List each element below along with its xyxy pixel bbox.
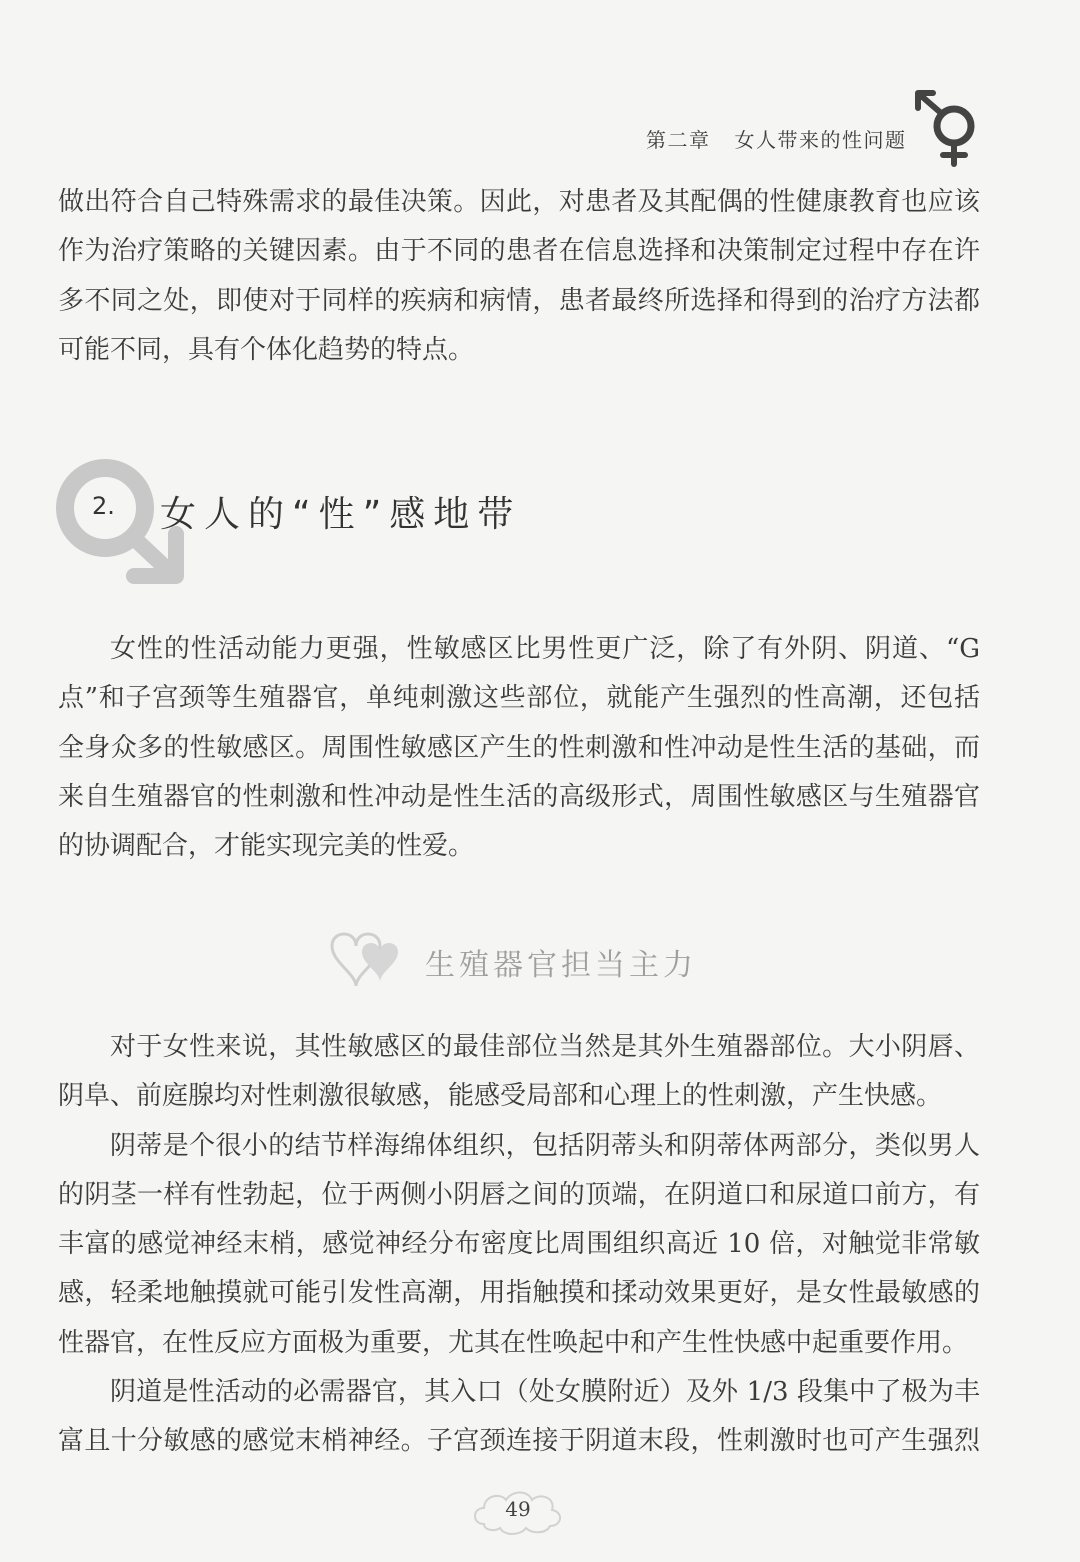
paragraph-line: 作为治疗策略的关键因素。由于不同的患者在信息选择和决策制定过程中存在许 [58,236,980,267]
body-text [58,1023,980,1467]
paragraph-line: 点”和子宫颈等生殖器官，单纯刺激这些部位，就能产生强烈的性高潮，还包括 [58,683,980,714]
paragraph-line: 的阴茎一样有性勃起，位于两侧小阴唇之间的顶端，在阴道口和尿道口前方，有 [58,1179,980,1210]
running-header [646,124,907,153]
body-paragraph [58,1122,980,1368]
body-paragraph [58,1368,980,1467]
paragraph-line: 丰富的感觉神经末梢，感觉神经分布密度比周围组织高近 10 倍，对触觉非常敏 [58,1229,980,1260]
paragraph-line: 对于女性来说，其性敏感区的最佳部位当然是其外生殖器部位。大小阴唇、 [110,1032,980,1062]
paragraph-line: 女性的性活动能力更强，性敏感区比男性更广泛，除了有外阴、阴道、“G [110,634,980,664]
body-paragraph [58,1023,980,1122]
paragraph-line: 富且十分敏感的感觉末梢神经。子宫颈连接于阴道末段，性刺激时也可产生强烈 [58,1426,980,1457]
paragraph-line: 全身众多的性敏感区。周围性敏感区产生的性刺激和性冲动是性生活的基础，而 [58,732,980,763]
paragraph-line: 做出符合自己特殊需求的最佳决策。因此，对患者及其配偶的性健康教育也应该 [58,187,980,217]
intro-paragraph [58,178,980,375]
paragraph-line: 可能不同，具有个体化趋势的特点。 [58,334,475,365]
paragraph-line: 性器官，在性反应方面极为重要，尤其在性唤起中和产生性快感中起重要作用。 [58,1327,969,1358]
paragraph-line: 感，轻柔地触摸就可能引发性高潮，用指触摸和揉动效果更好，是女性最敏感的 [58,1278,980,1309]
paragraph-line: 阴蒂是个很小的结节样海绵体组织，包括阴蒂头和阴蒂体两部分，类似男人 [110,1130,980,1161]
chapter-title: 女人带来的性问题 [734,128,907,152]
section-number: 2. [92,492,115,520]
paragraph-line: 来自生殖器官的性刺激和性冲动是性生活的高级形式，周围性敏感区与生殖器官 [58,781,980,812]
paragraph-line: 阴阜、前庭腺均对性刺激很敏感，能感受局部和心理上的性刺激，产生快感。 [58,1081,943,1112]
paragraph-line: 的协调配合，才能实现完美的性爱。 [58,831,475,862]
gender-symbol-icon [910,88,982,168]
chapter-number: 第二章 [646,128,711,152]
section-title: 女人的“性”感地带 [160,494,522,535]
page-number: 49 [505,1497,531,1521]
paragraph-line: 阴道是性活动的必需器官，其入口（处女膜附近）及外 1/3 段集中了极为丰 [110,1377,980,1408]
section-intro-paragraph [58,625,980,871]
subsection-title: 生殖器官担当主力 [425,948,697,983]
hearts-icon [326,922,408,994]
paragraph-line: 多不同之处，即使对于同样的疾病和病情，患者最终所选择和得到的治疗方法都 [58,285,980,316]
